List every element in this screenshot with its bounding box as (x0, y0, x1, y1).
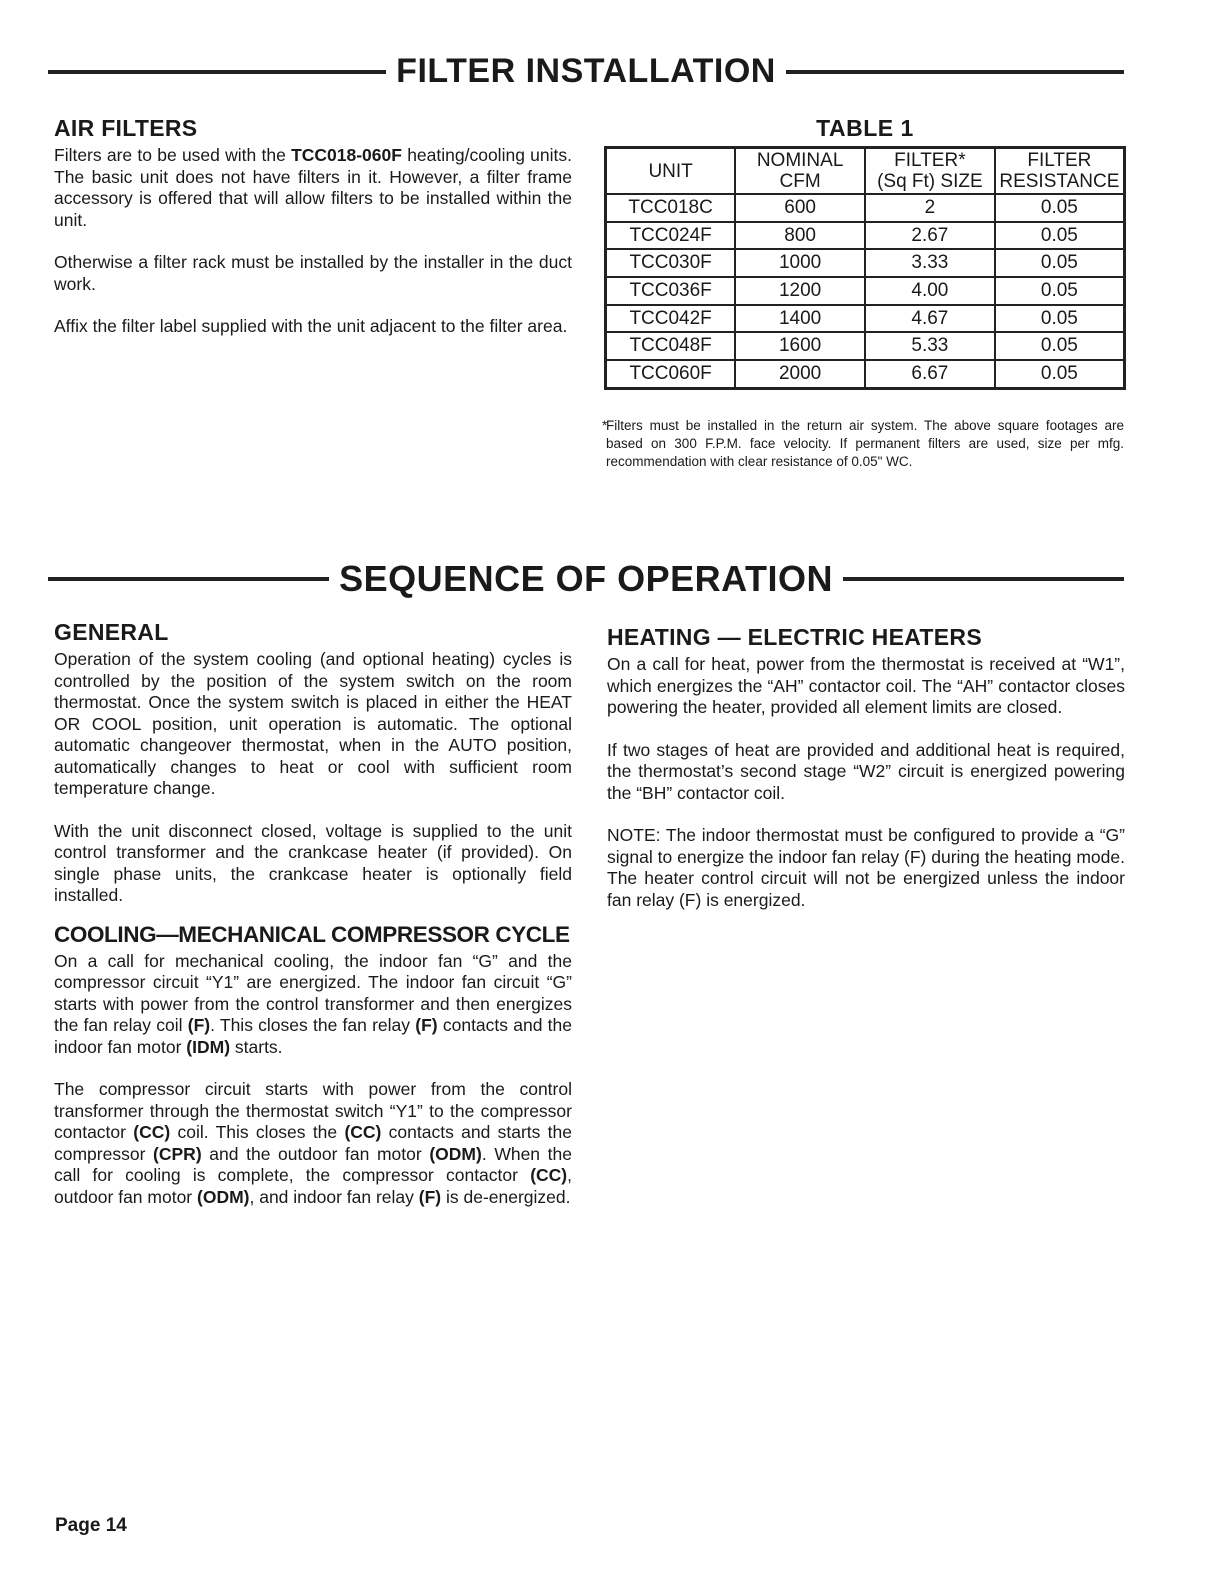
general-paragraph-2: With the unit disconnect closed, voltage is supplied to the unit control transformer and the crankcase heater (if provided). On single phase units, the crankcase heater is optionally field installed. (54, 820, 572, 905)
cooling-paragraph-1: On a call for mechanical cooling, the indoor fan “G” and the compressor circuit “Y1” are energized. The indoor fan circuit “G” starts with power from the control transformer and then energizes the fan relay coil (F). This closes the fan relay (F) contacts and the indoor fan motor (IDM) starts. (54, 950, 572, 1057)
table-cell: TCC024F (606, 222, 736, 250)
air-filters-paragraph-1: Filters are to be used with the TCC018-060F heating/cooling units. The basic unit does not have filters in it. However, a filter frame accessory is offered that will allow filters to be installed within the unit. (54, 145, 572, 230)
air-filters-section (54, 115, 572, 338)
table-cell: TCC060F (606, 360, 736, 388)
heading-rule-left (48, 577, 329, 581)
table-row (606, 194, 1125, 222)
table-cell: 2 (865, 194, 995, 222)
table-cell: TCC042F (606, 305, 736, 333)
table-cell: 1600 (735, 332, 865, 360)
heading-rule-left (48, 70, 386, 74)
table-cell: 6.67 (865, 360, 995, 388)
table-cell: 0.05 (995, 360, 1125, 388)
header-filter-size: FILTER* (Sq Ft) SIZE (865, 148, 995, 195)
header-nominal-cfm: NOMINAL CFM (735, 148, 865, 195)
heating-paragraph-1: On a call for heat, power from the thermostat is received at “W1”, which energizes the “AH” contactor coil. The “AH” contactor closes powering the heater, provided all element limits are closed. (607, 654, 1125, 717)
table-header-row (606, 148, 1125, 195)
table-row (606, 277, 1125, 305)
footnote-mark: * (602, 418, 608, 433)
heating-paragraph-2: If two stages of heat are provided and additional heat is required, the thermostat’s second stage “W2” circuit is energized powering the “BH” contactor coil. (607, 739, 1125, 803)
heating-heading: HEATING — ELECTRIC HEATERS (607, 624, 982, 650)
cooling-paragraph-2: The compressor circuit starts with power from the control transformer through the thermostat switch “Y1” to the compressor contactor (CC) coil. This closes the (CC) contacts and starts the compressor (CPR) and the outdoor fan motor (ODM). When the call for cooling is complete, the compressor contactor (CC), outdoor fan motor (ODM), and indoor fan relay (F) is de-energized. (54, 1079, 572, 1207)
table-cell: 0.05 (995, 305, 1125, 333)
table-cell: 600 (735, 194, 865, 222)
heating-section (607, 624, 1125, 911)
filter-installation-heading (48, 52, 1124, 91)
air-filters-heading: AIR FILTERS (54, 115, 198, 141)
table-row (606, 222, 1125, 250)
table-cell: 5.33 (865, 332, 995, 360)
table-cell: 2.67 (865, 222, 995, 250)
cooling-heading: COOLING—MECHANICAL COMPRESSOR CYCLE (54, 921, 570, 947)
filter-table (604, 146, 1126, 390)
table-row (606, 305, 1125, 333)
table-row (606, 360, 1125, 388)
table-cell: TCC048F (606, 332, 736, 360)
table-cell: TCC030F (606, 249, 736, 277)
heading-rule-right (843, 577, 1124, 581)
general-heading: GENERAL (54, 619, 169, 645)
heading-rule-right (786, 70, 1124, 74)
table-cell: TCC036F (606, 277, 736, 305)
table-cell: 3.33 (865, 249, 995, 277)
table-cell: 4.00 (865, 277, 995, 305)
table-footnote (602, 417, 1124, 471)
general-section (54, 619, 572, 1208)
filter-installation-title: FILTER INSTALLATION (396, 52, 776, 90)
table-cell: 2000 (735, 360, 865, 388)
air-filters-paragraph-2: Otherwise a filter rack must be installed by the installer in the duct work. (54, 252, 572, 294)
footnote-text: Filters must be installed in the return air system. The above square footages are based on 300 F.P.M. face velocity. If permanent filters are used, size per mfg. recommendation with clear resistance of 0.05" WC. (606, 418, 1124, 469)
general-paragraph-1: Operation of the system cooling (and optional heating) cycles is controlled by the position of the system switch on the room thermostat. Once the system switch is placed in either the HEAT OR COOL position, unit operation is automatic. The optional automatic changeover thermostat, when in the AUTO position, automatically changes to heat or cool with sufficient room temperature change. (54, 649, 572, 798)
table-cell: TCC018C (606, 194, 736, 222)
table-cell: 1400 (735, 305, 865, 333)
table-cell: 800 (735, 222, 865, 250)
model-range: TCC018-060F (291, 145, 402, 165)
table-caption: TABLE 1 (816, 115, 914, 141)
page-number: Page 14 (55, 1515, 127, 1536)
air-filters-paragraph-3: Affix the filter label supplied with the unit adjacent to the filter area. (54, 316, 568, 336)
table-cell: 1200 (735, 277, 865, 305)
table-row (606, 249, 1125, 277)
header-unit: UNIT (606, 148, 736, 195)
table-cell: 0.05 (995, 332, 1125, 360)
table-cell: 4.67 (865, 305, 995, 333)
sequence-of-operation-title: SEQUENCE OF OPERATION (339, 558, 833, 599)
table-cell: 0.05 (995, 222, 1125, 250)
sequence-of-operation-heading (48, 558, 1124, 600)
table-row (606, 332, 1125, 360)
header-filter-resistance: FILTER RESISTANCE (995, 148, 1125, 195)
table-cell: 1000 (735, 249, 865, 277)
table-cell: 0.05 (995, 249, 1125, 277)
table-cell: 0.05 (995, 277, 1125, 305)
table-cell: 0.05 (995, 194, 1125, 222)
heating-paragraph-3: NOTE: The indoor thermostat must be configured to provide a “G” signal to energize the indoor fan relay (F) during the heating mode. The heater control circuit will not be energized unless the indoor fan relay (F) is energized. (607, 825, 1125, 910)
